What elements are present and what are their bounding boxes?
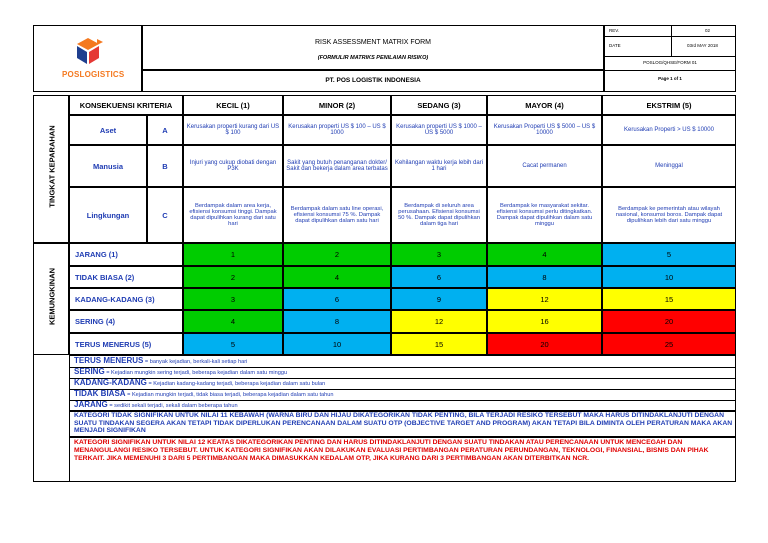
legend-item: SERING = Kejadian mungkin sering terjadi, beberapa kejadian dalam satu minggu xyxy=(74,367,288,376)
form-code: POSLOG/QHSE/FORM 01 xyxy=(643,60,697,65)
risk-score-cell: 8 xyxy=(487,266,602,288)
logo-box xyxy=(33,25,142,92)
criteria-cell: Cacat permanen xyxy=(487,145,602,187)
doc-info xyxy=(604,25,736,92)
severity-header: MINOR (2) xyxy=(283,95,391,115)
risk-score-cell: 5 xyxy=(183,333,283,355)
risk-score-cell: 4 xyxy=(183,310,283,333)
risk-score-cell: 16 xyxy=(487,310,602,333)
page-number: Page 1 of 1 xyxy=(658,76,682,81)
criteria-code: A xyxy=(147,115,183,145)
form-subtitle: (FORMULIR MATRIKS PENILAIAN RISIKO) xyxy=(317,55,429,61)
legend-item: KADANG-KADANG = Kejadian kadang-kadang terjadi, beberapa kejadian dalam satu bulan xyxy=(74,378,326,387)
likelihood-label: SERING (4) xyxy=(69,310,183,333)
risk-score-cell: 5 xyxy=(602,243,736,266)
risk-score-cell: 12 xyxy=(391,310,487,333)
rev-value: 02 xyxy=(705,28,711,33)
severity-side-label: TINGKAT KEPARAHAN xyxy=(47,125,57,208)
risk-score-cell: 6 xyxy=(283,288,391,310)
risk-score-cell: 4 xyxy=(283,266,391,288)
date-value: 03rd MAY 2018 xyxy=(687,43,718,48)
note-red-box xyxy=(69,437,736,482)
likelihood-label: TERUS MENERUS (5) xyxy=(69,333,183,355)
severity-header: EKSTRIM (5) xyxy=(602,95,736,115)
criteria-cell: Berdampak di seluruh area perusahaan. Efisiensi konsumsi 50 %. Dampak dapat dipulihkan dalam tiga hari xyxy=(391,187,487,243)
legend-item: TERUS MENERUS = banyak kejadian, berkali-kali setiap hari xyxy=(74,356,248,365)
severity-header: SEDANG (3) xyxy=(391,95,487,115)
risk-score-cell: 4 xyxy=(487,243,602,266)
note-significant: KATEGORI SIGNIFIKAN UNTUK NILAI 12 KEATAS DIKATEGORIKAN PENTING DAN HARUS DITINDAKLANJUTI DENGAN SUATU TINDAKAN ATAU PERENCANAAN UNTUK MENCEGAH DAN MENANGULANGI RESIKO TERSEBUT. UNTUK KATEGORI SIGNIFIKAN AKAN DILAKUKAN EVALUASI PERTIMBANGAN PERATURAN PERUNDANGAN, TEKNOLOGI, FINANSIAL, BISNIS DAN PIHAK TERKAIT. JIKA MEMENUHI 3 DARI 5 PERTIMBANGAN MAKA DIMASUKKAN KEDALAM OTP, JIKA KURANG DARI 3 PERTIMBANGAN AKAN DITERBITKAN NCR. xyxy=(74,439,709,462)
risk-score-cell: 15 xyxy=(391,333,487,355)
likelihood-label: JARANG (1) xyxy=(69,243,183,266)
title-box xyxy=(142,25,604,70)
severity-side-cell xyxy=(33,95,69,243)
rev-label: REV. xyxy=(609,28,620,33)
criteria-cell: Injuri yang cukup diobati dengan P3K xyxy=(183,145,283,187)
criteria-name: Aset xyxy=(69,115,147,145)
risk-score-cell: 3 xyxy=(391,243,487,266)
risk-score-cell: 8 xyxy=(283,310,391,333)
risk-score-cell: 9 xyxy=(391,288,487,310)
risk-score-cell: 3 xyxy=(183,288,283,310)
legend-item: JARANG = sedikit sekali terjadi, sekali dalam beberapa tahun xyxy=(74,400,238,409)
logo-icon xyxy=(69,36,107,70)
likelihood-side-cell xyxy=(33,243,69,355)
criteria-header: KONSEKUENSI KRITERIA xyxy=(69,95,183,115)
company-box xyxy=(142,70,604,92)
risk-score-cell: 20 xyxy=(602,310,736,333)
criteria-cell: Sakit yang butuh penanganan dokter/ Sakit dan bekerja dalam area terbatas xyxy=(283,145,391,187)
criteria-code: C xyxy=(147,187,183,243)
severity-header: MAYOR (4) xyxy=(487,95,602,115)
likelihood-label: KADANG-KADANG (3) xyxy=(69,288,183,310)
criteria-cell: Meninggal xyxy=(602,145,736,187)
criteria-cell: Kerusakan Properti US $ 5000 – US $ 10000 xyxy=(487,115,602,145)
criteria-cell: Berdampak dalam area kerja, efisiensi konsumsi tinggi. Dampak dapat dipulihkan kurang dari satu hari xyxy=(183,187,283,243)
risk-score-cell: 1 xyxy=(183,243,283,266)
criteria-code: B xyxy=(147,145,183,187)
criteria-cell: Kerusakan Properti > US $ 10000 xyxy=(602,115,736,145)
risk-score-cell: 6 xyxy=(391,266,487,288)
legend-item: TIDAK BIASA = Kejadian mungkin terjadi, tidak biasa terjadi, beberapa kejadian dalam satu tahun xyxy=(74,389,334,398)
criteria-cell: Kehilangan waktu kerja lebih dari 1 hari xyxy=(391,145,487,187)
criteria-cell: Kerusakan properti kurang dari US $ 100 xyxy=(183,115,283,145)
criteria-cell: Kerusakan properti US $ 1000 – US $ 5000 xyxy=(391,115,487,145)
risk-score-cell: 2 xyxy=(183,266,283,288)
risk-score-cell: 10 xyxy=(283,333,391,355)
risk-score-cell: 12 xyxy=(487,288,602,310)
note-blue-box xyxy=(69,411,736,437)
criteria-name: Manusia xyxy=(69,145,147,187)
risk-score-cell: 25 xyxy=(602,333,736,355)
risk-score-cell: 10 xyxy=(602,266,736,288)
risk-score-cell: 20 xyxy=(487,333,602,355)
risk-score-cell: 2 xyxy=(283,243,391,266)
criteria-cell: Berdampak dalam satu line operasi, efisiensi konsumsi 75 %. Dampak dapat dipulihkan dalam satu hari xyxy=(283,187,391,243)
likelihood-label: TIDAK BIASA (2) xyxy=(69,266,183,288)
form-title: RISK ASSESSMENT MATRIX FORM xyxy=(314,39,432,46)
criteria-cell: Kerusakan properti US $ 100 – US $ 1000 xyxy=(283,115,391,145)
logo-text: POSLOGISTICS xyxy=(62,70,125,79)
criteria-cell: Berdampak ke pemerintah atau wilayah nasional, konsumsi boros. Dampak dapat dipulihkan lebih dari satu minggu xyxy=(602,187,736,243)
risk-score-cell: 15 xyxy=(602,288,736,310)
severity-header: KECIL (1) xyxy=(183,95,283,115)
criteria-name: Lingkungan xyxy=(69,187,147,243)
criteria-cell: Berdampak ke masyarakat sekitar. efisiensi konsumsi perlu ditingkatkan. Dampak dapat dipulihkan dalam satu minggu xyxy=(487,187,602,243)
likelihood-side-label: KEMUNGKINAN xyxy=(47,267,57,326)
date-label: DATE xyxy=(609,43,621,48)
note-non-significant: KATEGORI TIDAK SIGNIFIKAN UNTUK NILAI 11 KEBAWAH (WARNA BIRU DAN HIJAU DIKATEGORIKAN TIDAK PENTING, BILA TERJADI RESIKO TERSEBUT MAKA HARUS DITINDAKLANJUTI DENGAN SUATU TINDAKAN SEGERA AKAN TETAPI TIDAK DIPERLUKAN PERENCANAAN DALAM SUATU OTP (OBJECTIVE TARGET AND PROGRAM) AKAN TETAPI BILA DIMINTA OLEH PERATURAN MAKA AKAN MENJADI SIGNIFIKAN xyxy=(74,412,733,435)
company-name: PT. POS LOGISTIK INDONESIA xyxy=(325,77,421,84)
